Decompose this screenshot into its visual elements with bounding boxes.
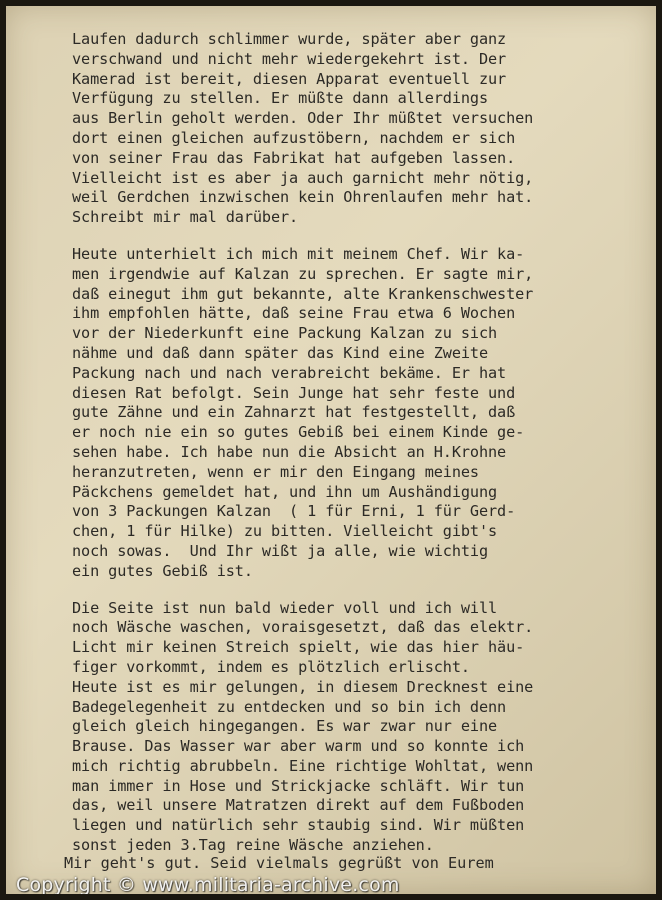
text-line: Verfügung zu stellen. Er müßte dann allerdings [72, 89, 489, 108]
text-line: daß einegut ihm gut bekannte, alte Krankenschwester [72, 284, 534, 303]
text-line: Laufen dadurch schlimmer wurde, später aber ganz [72, 30, 507, 48]
text-line: diesen Rat befolgt. Sein Junge hat sehr feste und [72, 383, 516, 402]
text-line: dort einen gleichen aufzustöbern, nachdem er sich [72, 128, 516, 147]
text-line: das, weil unsere Matratzen direkt auf dem Fußboden [72, 796, 525, 815]
text-line: Heute ist es mir gelungen, in diesem Drecknest eine [72, 677, 534, 696]
text-line: Vielleicht ist es aber ja auch garnicht mehr nötig, [72, 168, 534, 187]
text-line: Die Seite ist nun bald wieder voll und ich will [72, 598, 498, 617]
text-line: von 3 Packungen Kalzan ( 1 für Erni, 1 für Gerd- [72, 502, 516, 521]
text-line: vor der Niederkunft eine Packung Kalzan zu sich [72, 324, 498, 343]
text-line: Kamerad ist bereit, diesen Apparat eventuell zur [72, 69, 507, 88]
text-line: gleich gleich hingegangen. Es war zwar nur eine [72, 717, 498, 736]
text-line: sonst jeden 3.Tag reine Wäsche anziehen. [72, 836, 434, 855]
letter-paragraph [72, 599, 656, 856]
text-line: von seiner Frau das Fabrikat hat aufgeben lassen. [72, 148, 516, 167]
text-line: Heute unterhielt ich mich mit meinem Chef. Wir ka- [72, 244, 525, 263]
text-line: ihm empfohlen hätte, daß seine Frau etwa 6 Wochen [72, 304, 516, 323]
text-line: nähme und daß dann später das Kind eine Zweite [72, 343, 489, 362]
text-line: chen, 1 für Hilke) zu bitten. Vielleicht gibt's [72, 522, 498, 541]
text-line: verschwand und nicht mehr wiedergekehrt ist. Der [72, 49, 507, 68]
text-line: Badegelegenheit zu entdecken und so bin ich denn [72, 697, 507, 716]
text-line: er noch nie ein so gutes Gebiß bei einem Kinde ge- [72, 423, 525, 442]
text-line: sehen habe. Ich habe nun die Absicht an H.Krohne [72, 442, 507, 461]
text-line: liegen und natürlich sehr staubig sind. Wir müßten [72, 816, 525, 835]
text-line: ein gutes Gebiß ist. [72, 561, 253, 580]
text-line: gute Zähne und ein Zahnarzt hat festgestellt, daß [72, 403, 516, 422]
text-line: Packung nach und nach verabreicht bekäme. Er hat [72, 363, 507, 382]
text-line: Licht mir keinen Streich spielt, wie das hier häu- [72, 638, 525, 657]
letter-closing: Mir geht's gut. Seid vielmals gegrüßt von Eurem [64, 854, 494, 872]
paragraph-gap [72, 228, 656, 245]
text-line: men irgendwie auf Kalzan zu sprechen. Er sagte mir, [72, 264, 534, 283]
text-line: Päckchens gemeldet hat, und ihn um Aushändigung [72, 482, 498, 501]
text-line: figer vorkommt, indem es plötzlich erlischt. [72, 657, 470, 676]
letter-paragraph [72, 245, 656, 582]
copyright-watermark: Copyright © www.militaria-archive.com [16, 874, 400, 894]
text-line: heranzutreten, wenn er mir den Eingang meines [72, 462, 479, 481]
text-line: man immer in Hose und Strickjacke schläft. Wir tun [72, 776, 525, 795]
letter-body [72, 30, 656, 856]
text-line: Schreibt mir mal darüber. [72, 208, 299, 227]
text-line: noch Wäsche waschen, voraisgesetzt, daß das elektr. [72, 618, 534, 637]
letter-page [6, 6, 656, 894]
text-line: weil Gerdchen inzwischen kein Ohrenlaufen mehr hat. [72, 188, 534, 207]
text-line: noch sowas. Und Ihr wißt ja alle, wie wichtig [72, 541, 489, 560]
paragraph-gap [72, 582, 656, 599]
text-line: mich richtig abrubbeln. Eine richtige Wohltat, wenn [72, 756, 534, 775]
text-line: aus Berlin geholt werden. Oder Ihr müßtet versuchen [72, 109, 534, 128]
text-line: Brause. Das Wasser war aber warm und so konnte ich [72, 737, 525, 756]
letter-paragraph [72, 30, 656, 228]
